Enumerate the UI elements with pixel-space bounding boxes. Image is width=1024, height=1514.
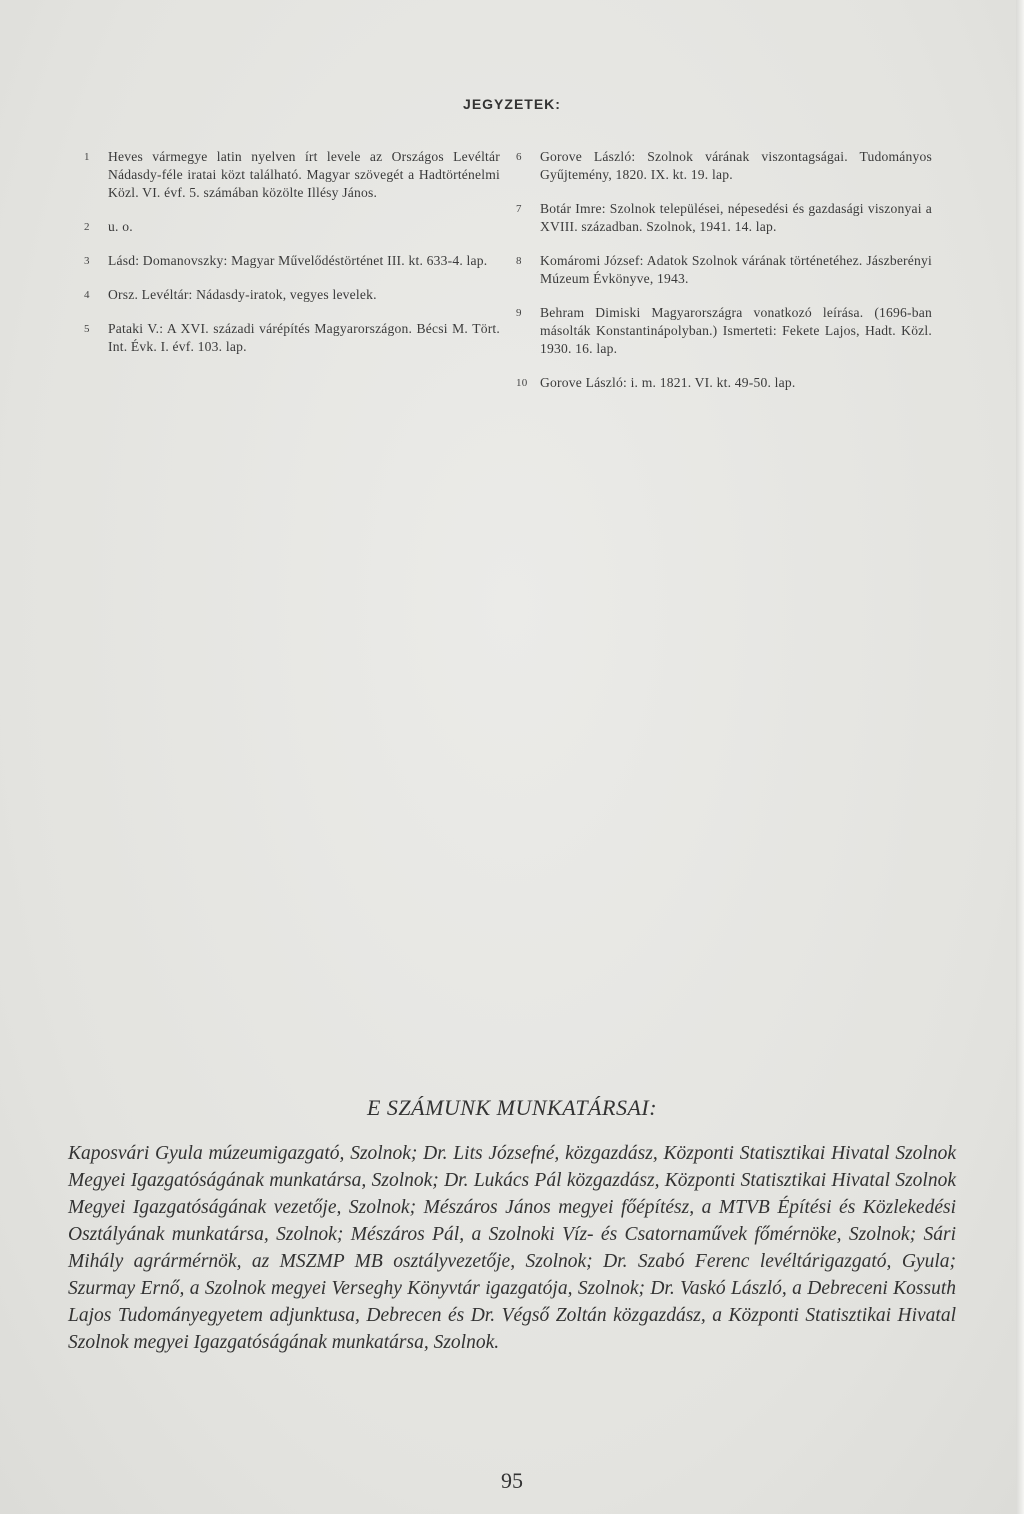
footnote-text: Gorove László: Szolnok várának viszontagságai. Tudományos Gyűjtemény, 1820. IX. kt. 19. lap. bbox=[540, 149, 932, 182]
footnote-number: 3 bbox=[84, 255, 90, 267]
footnote-text: u. o. bbox=[108, 219, 133, 234]
footnote-number: 7 bbox=[516, 203, 522, 215]
footnote-number: 8 bbox=[516, 255, 522, 267]
footnote-text: Lásd: Domanovszky: Magyar Művelődéstörténet III. kt. 633-4. lap. bbox=[108, 253, 488, 268]
footnote bbox=[516, 148, 932, 184]
notes-heading: JEGYZETEK: bbox=[463, 96, 561, 112]
footnote-text: Botár Imre: Szolnok települései, népesedési és gazdasági viszonyai a XVIII. században. Szolnok, 1941. 14. lap. bbox=[540, 201, 932, 234]
footnote-number: 5 bbox=[84, 323, 90, 335]
footnote bbox=[516, 304, 932, 358]
footnote-number: 9 bbox=[516, 307, 522, 319]
footnote-text: Pataki V.: A XVI. századi várépítés Magyarországon. Bécsi M. Tört. Int. Évk. I. évf. 103. lap. bbox=[108, 321, 500, 354]
footnote bbox=[84, 148, 500, 202]
scan-edge bbox=[1016, 0, 1024, 1514]
footnote bbox=[84, 252, 500, 270]
footnote-number: 2 bbox=[84, 221, 90, 233]
page-number: 95 bbox=[501, 1468, 523, 1493]
footnote bbox=[84, 286, 500, 304]
footnote-number: 1 bbox=[84, 151, 90, 163]
footnote-text: Orsz. Levéltár: Nádasdy-iratok, vegyes levelek. bbox=[108, 287, 377, 302]
footnote-text: Gorove László: i. m. 1821. VI. kt. 49-50. lap. bbox=[540, 375, 796, 390]
footnote-number: 10 bbox=[516, 377, 528, 389]
footnote-number: 4 bbox=[84, 289, 90, 301]
footnote bbox=[84, 218, 500, 236]
footnote-number: 6 bbox=[516, 151, 522, 163]
contributors-heading: E SZÁMUNK MUNKATÁRSAI: bbox=[366, 1095, 658, 1120]
footnote bbox=[84, 320, 500, 356]
contributors-paragraph: Kaposvári Gyula múzeumigazgató, Szolnok; Dr. Lits Józsefné, közgazdász, Központi Statisztikai Hivatal Szolnok Megyei Igazgatóságának munkatársa, Szolnok; Dr. Lukács Pál közgazdász, Központi Statisztikai Hivatal Szolnok Megyei Igazgatóságának vezetője, Szolnok; Mészáros János megyei főépítész, a MTVB Építési és Közlekedési Osztályának munkatársa, Szolnok; Mészáros Pál, a Szolnoki Víz- és Csatornaművek főmérnöke, Szolnok; Sári Mihály agrármérnök, az MSZMP MB osztályvezetője, Szolnok; Dr. Szabó Ferenc levéltárigazgató, Gyula; Szurmay Ernő, a Szolnok megyei Verseghy Könyvtár igazgatója, Szolnok; Dr. Vaskó László, a Debreceni Kossuth Lajos Tudományegyetem adjunktusa, Debrecen és Dr. Végső Zoltán közgazdász, a Központi Statisztikai Hivatal Szolnok megyei Igazgatóságának munkatársa, Szolnok. bbox=[68, 1143, 956, 1353]
footnote-text: Komáromi József: Adatok Szolnok várának történetéhez. Jászberényi Múzeum Évkönyve, 1943. bbox=[540, 253, 932, 286]
footnote bbox=[516, 252, 932, 288]
footnote-text: Behram Dimiski Magyarországra vonatkozó leírása. (1696-ban másolták Konstantinápolyban.) Ismerteti: Fekete Lajos, Hadt. Közl. 1930. 16. lap. bbox=[540, 305, 932, 356]
notes-right-column bbox=[516, 148, 932, 408]
footnote-text: Heves vármegye latin nyelven írt levele az Országos Levéltár Nádasdy-féle iratai közt található. Magyar szövegét a Hadtörténelmi Közl. VI. évf. 5. számában közölte Illésy János. bbox=[108, 149, 500, 200]
footnote bbox=[516, 200, 932, 236]
footnote bbox=[516, 374, 932, 392]
notes-left-column bbox=[84, 148, 500, 372]
